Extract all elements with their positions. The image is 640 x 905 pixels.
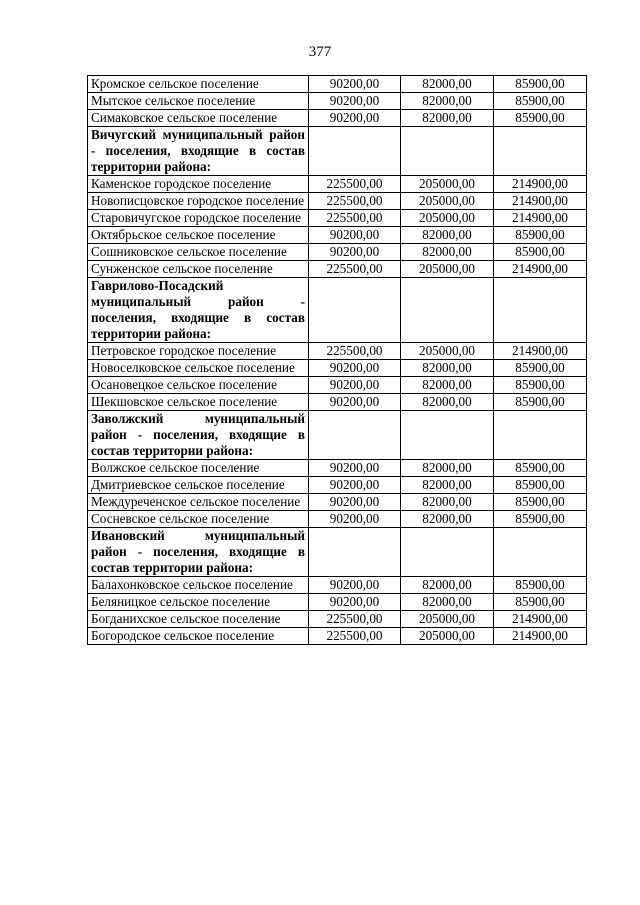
amount-cell-3: 214900,00 xyxy=(494,611,587,628)
table-row xyxy=(88,377,587,394)
amount-cell-1: 90200,00 xyxy=(309,594,401,611)
table-row xyxy=(88,460,587,477)
settlement-name-cell: Новописцовское городское поселение xyxy=(88,193,309,210)
table-body xyxy=(88,76,587,645)
settlement-name-cell: Беляницкое сельское поселение xyxy=(88,594,309,611)
amount-cell-1: 90200,00 xyxy=(309,394,401,411)
amount-cell-2: 205000,00 xyxy=(401,210,494,227)
settlement-name-cell: Дмитриевское сельское поселение xyxy=(88,477,309,494)
table-row xyxy=(88,594,587,611)
settlements-table xyxy=(87,75,587,645)
table-row xyxy=(88,261,587,278)
amount-cell-2 xyxy=(401,411,494,460)
table-row xyxy=(88,511,587,528)
amount-cell-2: 82000,00 xyxy=(401,244,494,261)
settlement-name-cell: Сошниковское сельское поселение xyxy=(88,244,309,261)
table-row xyxy=(88,628,587,645)
settlement-name-cell: Кромское сельское поселение xyxy=(88,76,309,93)
amount-cell-3: 214900,00 xyxy=(494,210,587,227)
table-row xyxy=(88,110,587,127)
amount-cell-3: 85900,00 xyxy=(494,460,587,477)
amount-cell-2: 205000,00 xyxy=(401,193,494,210)
settlement-name-cell: Мытское сельское поселение xyxy=(88,93,309,110)
table-row xyxy=(88,210,587,227)
table-row xyxy=(88,611,587,628)
settlement-name-cell: Симаковское сельское поселение xyxy=(88,110,309,127)
amount-cell-3: 214900,00 xyxy=(494,193,587,210)
amount-cell-1 xyxy=(309,411,401,460)
amount-cell-3: 85900,00 xyxy=(494,244,587,261)
amount-cell-1: 90200,00 xyxy=(309,460,401,477)
amount-cell-1 xyxy=(309,278,401,343)
settlement-name-cell: Сунженское сельское поселение xyxy=(88,261,309,278)
amount-cell-1: 225500,00 xyxy=(309,628,401,645)
amount-cell-2: 205000,00 xyxy=(401,176,494,193)
settlement-name-cell: Богородское сельское поселение xyxy=(88,628,309,645)
amount-cell-3: 85900,00 xyxy=(494,377,587,394)
amount-cell-2: 205000,00 xyxy=(401,628,494,645)
table-row xyxy=(88,244,587,261)
amount-cell-3: 85900,00 xyxy=(494,360,587,377)
district-name-cell: Гаврилово-Посадский муниципальный район - поселения, входящие в состав территории района: xyxy=(88,278,309,343)
amount-cell-3: 85900,00 xyxy=(494,394,587,411)
amount-cell-3: 85900,00 xyxy=(494,511,587,528)
settlement-name-cell: Балахонковское сельское поселение xyxy=(88,577,309,594)
amount-cell-2: 82000,00 xyxy=(401,377,494,394)
settlement-name-cell: Октябрьское сельское поселение xyxy=(88,227,309,244)
amount-cell-2: 82000,00 xyxy=(401,511,494,528)
amount-cell-1: 90200,00 xyxy=(309,76,401,93)
table-row xyxy=(88,76,587,93)
amount-cell-2: 82000,00 xyxy=(401,477,494,494)
amount-cell-2: 82000,00 xyxy=(401,227,494,244)
amount-cell-2: 82000,00 xyxy=(401,594,494,611)
amount-cell-3: 85900,00 xyxy=(494,494,587,511)
amount-cell-3: 85900,00 xyxy=(494,577,587,594)
district-header-row xyxy=(88,127,587,176)
amount-cell-1 xyxy=(309,528,401,577)
settlement-name-cell: Старовичугское городское поселение xyxy=(88,210,309,227)
amount-cell-1 xyxy=(309,127,401,176)
table-row xyxy=(88,494,587,511)
district-header-row xyxy=(88,528,587,577)
settlement-name-cell: Волжское сельское поселение xyxy=(88,460,309,477)
amount-cell-3: 85900,00 xyxy=(494,594,587,611)
settlement-name-cell: Петровское городское поселение xyxy=(88,343,309,360)
amount-cell-2: 82000,00 xyxy=(401,394,494,411)
table-row xyxy=(88,93,587,110)
settlement-name-cell: Осановецкое сельское поселение xyxy=(88,377,309,394)
settlement-name-cell: Шекшовское сельское поселение xyxy=(88,394,309,411)
amount-cell-2: 82000,00 xyxy=(401,110,494,127)
amount-cell-1: 225500,00 xyxy=(309,343,401,360)
amount-cell-1: 90200,00 xyxy=(309,577,401,594)
amount-cell-1: 90200,00 xyxy=(309,377,401,394)
district-header-row xyxy=(88,411,587,460)
amount-cell-3: 214900,00 xyxy=(494,261,587,278)
settlement-name-cell: Сосневское сельское поселение xyxy=(88,511,309,528)
settlement-name-cell: Новоселковское сельское поселение xyxy=(88,360,309,377)
page-number: 377 xyxy=(308,44,332,60)
amount-cell-2: 205000,00 xyxy=(401,611,494,628)
amount-cell-1: 90200,00 xyxy=(309,511,401,528)
district-name-cell: Вичугский муниципальный район - поселения, входящие в состав территории района: xyxy=(88,127,309,176)
amount-cell-1: 90200,00 xyxy=(309,494,401,511)
amount-cell-1: 225500,00 xyxy=(309,261,401,278)
amount-cell-2: 205000,00 xyxy=(401,261,494,278)
amount-cell-1: 90200,00 xyxy=(309,227,401,244)
amount-cell-2 xyxy=(401,127,494,176)
amount-cell-2: 82000,00 xyxy=(401,93,494,110)
amount-cell-1: 90200,00 xyxy=(309,93,401,110)
settlement-name-cell: Богданихское сельское поселение xyxy=(88,611,309,628)
amount-cell-3: 214900,00 xyxy=(494,343,587,360)
table-row xyxy=(88,477,587,494)
amount-cell-2: 82000,00 xyxy=(401,494,494,511)
table-row xyxy=(88,193,587,210)
amount-cell-1: 90200,00 xyxy=(309,477,401,494)
amount-cell-2: 82000,00 xyxy=(401,360,494,377)
amount-cell-1: 225500,00 xyxy=(309,611,401,628)
table-row xyxy=(88,227,587,244)
amount-cell-3 xyxy=(494,411,587,460)
amount-cell-2 xyxy=(401,278,494,343)
amount-cell-3 xyxy=(494,127,587,176)
amount-cell-3: 85900,00 xyxy=(494,110,587,127)
amount-cell-2: 82000,00 xyxy=(401,577,494,594)
amount-cell-1: 225500,00 xyxy=(309,210,401,227)
table-row xyxy=(88,394,587,411)
amount-cell-2 xyxy=(401,528,494,577)
amount-cell-3: 85900,00 xyxy=(494,227,587,244)
amount-cell-3: 85900,00 xyxy=(494,477,587,494)
amount-cell-3: 214900,00 xyxy=(494,176,587,193)
amount-cell-3 xyxy=(494,528,587,577)
amount-cell-1: 90200,00 xyxy=(309,244,401,261)
table-row xyxy=(88,176,587,193)
table-row xyxy=(88,343,587,360)
amount-cell-2: 205000,00 xyxy=(401,343,494,360)
district-name-cell: Ивановский муниципальный район - поселения, входящие в состав территории района: xyxy=(88,528,309,577)
amount-cell-3: 214900,00 xyxy=(494,628,587,645)
amount-cell-1: 90200,00 xyxy=(309,360,401,377)
table-row xyxy=(88,360,587,377)
amount-cell-1: 225500,00 xyxy=(309,176,401,193)
district-header-row xyxy=(88,278,587,343)
amount-cell-3: 85900,00 xyxy=(494,76,587,93)
amount-cell-1: 90200,00 xyxy=(309,110,401,127)
district-name-cell: Заволжский муниципальный район - поселения, входящие в состав территории района: xyxy=(88,411,309,460)
settlement-name-cell: Каменское городское поселение xyxy=(88,176,309,193)
amount-cell-3 xyxy=(494,278,587,343)
amount-cell-2: 82000,00 xyxy=(401,460,494,477)
amount-cell-1: 225500,00 xyxy=(309,193,401,210)
amount-cell-2: 82000,00 xyxy=(401,76,494,93)
amount-cell-3: 85900,00 xyxy=(494,93,587,110)
table-row xyxy=(88,577,587,594)
settlement-name-cell: Междуреченское сельское поселение xyxy=(88,494,309,511)
